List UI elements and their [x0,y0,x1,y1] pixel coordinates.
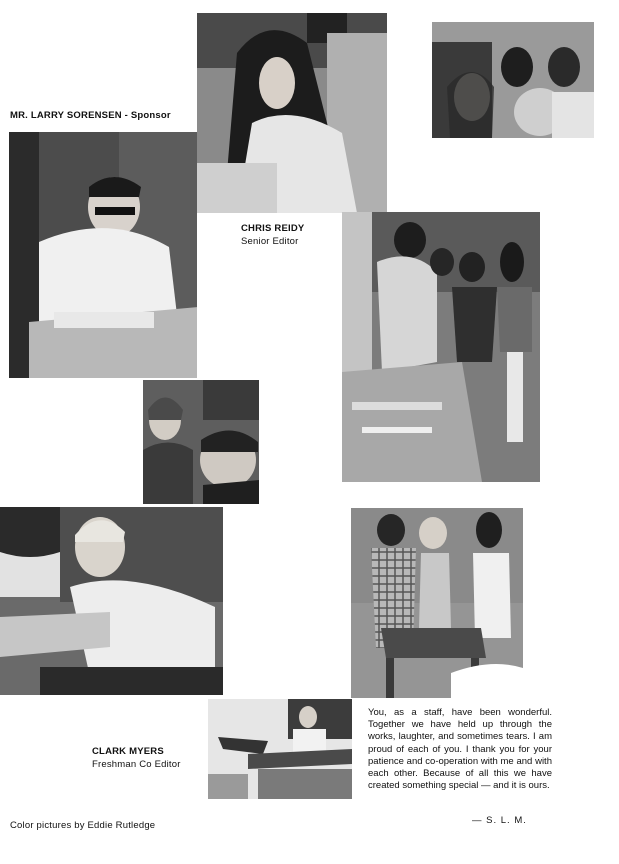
sponsor-note: You, as a staff, have been wonderful. Together we have held up through the works, laughter, and sometimes tears. I am proud of each of you. I thank you for your patience and co-operation with me and with each other. Because of all this we have created something special — and it is ours. [368,707,552,792]
photo-senior-editor [197,13,387,213]
photo-group-table [342,212,540,482]
note-signature: — S. L. M. [472,815,527,826]
photo-desk-small [208,699,352,799]
caption-editor-role: Senior Editor [241,236,299,247]
photo-three-girls [351,508,523,698]
caption-sponsor: MR. LARRY SORENSEN - Sponsor [10,110,171,121]
photo-clark-myers [0,507,223,695]
photo-pair-small [143,380,259,504]
caption-coeditor-name: CLARK MYERS [92,746,164,757]
caption-coeditor-role: Freshman Co Editor [92,759,181,770]
photo-sponsor [9,132,197,378]
caption-editor-name: CHRIS REIDY [241,223,305,234]
caption-photo-credit: Color pictures by Eddie Rutledge [10,820,156,831]
photo-group-top-right [432,22,594,138]
